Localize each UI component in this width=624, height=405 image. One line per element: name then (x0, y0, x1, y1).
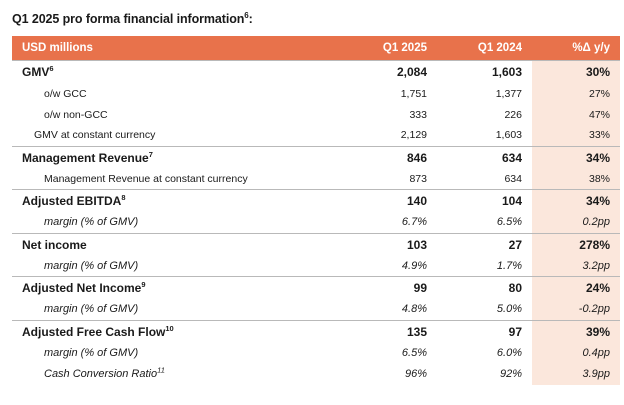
column-header-q1-2024: Q1 2024 (437, 36, 532, 61)
row-label-text: o/w non-GCC (44, 108, 108, 121)
pro-forma-financials-table (12, 36, 620, 385)
row-label (12, 364, 342, 385)
cell-q1-2024: 80 (437, 277, 532, 300)
cell-delta-yoy: 33% (532, 125, 620, 146)
row-label-text: Net income (22, 237, 87, 252)
row-label-text: GMV at constant currency (34, 129, 156, 142)
cell-q1-2025: 140 (342, 190, 437, 213)
cell-delta-yoy: 3.9pp (532, 364, 620, 385)
row-label-text: margin (% of GMV) (44, 303, 139, 316)
row-label-text: GMV (22, 65, 50, 79)
row-label-footnote: 11 (157, 365, 165, 375)
cell-delta-yoy: 278% (532, 233, 620, 256)
cell-q1-2024: 1,377 (495, 87, 522, 100)
cell-delta-yoy: 38% (532, 169, 620, 190)
table-row (12, 256, 620, 277)
cell-q1-2024: 6.0% (496, 347, 522, 359)
column-header-label: USD millions (12, 36, 342, 61)
table-row (12, 320, 620, 343)
table-row (12, 104, 620, 125)
cell-q1-2025: 6.5% (401, 347, 427, 359)
cell-q1-2025: 103 (342, 233, 437, 256)
row-label (12, 320, 342, 343)
page-title-footnote: 6 (244, 10, 249, 20)
cell-q1-2025: 1,751 (400, 87, 427, 100)
cell-q1-2025: 135 (342, 320, 437, 343)
row-label (12, 299, 342, 320)
cell-q1-2024: 6.5% (496, 216, 522, 229)
row-label-text: Management Revenue (22, 150, 149, 165)
table-row (12, 83, 620, 104)
row-label-text: Adjusted EBITDA (22, 194, 122, 208)
cell-delta-yoy: 39% (532, 320, 620, 343)
cell-q1-2024: 1.7% (496, 259, 522, 272)
row-label-text: Adjusted Net Income (22, 281, 142, 295)
table-row (12, 190, 620, 213)
cell-q1-2024: 226 (504, 108, 522, 121)
cell-q1-2025: 2,129 (400, 129, 427, 142)
table-row (12, 146, 620, 169)
cell-q1-2025: 873 (409, 172, 427, 185)
row-label-footnote: 7 (148, 149, 153, 159)
row-label (12, 146, 342, 169)
cell-delta-yoy: 27% (532, 83, 620, 104)
row-label (12, 83, 342, 104)
row-label (12, 277, 342, 300)
cell-q1-2024: 97 (437, 320, 532, 343)
row-label (12, 343, 342, 364)
cell-delta-yoy: 47% (532, 104, 620, 125)
cell-q1-2025: 6.7% (401, 216, 427, 229)
row-label-footnote: 6 (49, 64, 54, 73)
table-row (12, 277, 620, 300)
row-label (12, 104, 342, 125)
row-label-text: o/w GCC (44, 87, 87, 100)
table-row (12, 61, 620, 84)
cell-q1-2024: 5.0% (496, 303, 522, 316)
row-label-footnote: 10 (165, 323, 174, 333)
cell-delta-yoy: 24% (532, 277, 620, 300)
table-row (12, 125, 620, 146)
table-row (12, 212, 620, 233)
cell-q1-2024: 1,603 (495, 129, 522, 142)
cell-delta-yoy: -0.2pp (532, 299, 620, 320)
row-label-text: Management Revenue at constant currency (44, 172, 248, 185)
row-label (12, 233, 342, 256)
column-header-delta-yoy: %Δ y/y (532, 36, 620, 61)
table-row (12, 233, 620, 256)
cell-q1-2025: 96% (404, 368, 427, 380)
cell-delta-yoy: 30% (532, 61, 620, 84)
row-label-text: Adjusted Free Cash Flow (22, 324, 166, 339)
table-row (12, 364, 620, 385)
cell-q1-2025: 846 (342, 146, 437, 169)
cell-q1-2024: 1,603 (437, 61, 532, 84)
table-header (12, 36, 620, 61)
cell-delta-yoy: 34% (532, 190, 620, 213)
cell-q1-2024: 634 (504, 172, 522, 185)
cell-q1-2025: 4.9% (401, 259, 427, 272)
row-label-text: Cash Conversion Ratio (44, 368, 158, 380)
cell-q1-2024: 92% (499, 368, 522, 380)
row-label (12, 169, 342, 190)
page-title (12, 12, 616, 26)
cell-delta-yoy: 34% (532, 146, 620, 169)
table-row (12, 299, 620, 320)
cell-q1-2024: 634 (437, 146, 532, 169)
cell-q1-2024: 27 (437, 233, 532, 256)
table-row (12, 169, 620, 190)
cell-q1-2025: 99 (342, 277, 437, 300)
column-header-q1-2025: Q1 2025 (342, 36, 437, 61)
cell-delta-yoy: 3.2pp (532, 256, 620, 277)
row-label-footnote: 9 (141, 280, 146, 289)
row-label (12, 190, 342, 213)
cell-delta-yoy: 0.4pp (532, 343, 620, 364)
page-title-suffix: : (248, 12, 253, 26)
page-title-text: Q1 2025 pro forma financial information (12, 12, 245, 26)
cell-q1-2025: 2,084 (342, 61, 437, 84)
cell-q1-2025: 333 (409, 108, 427, 121)
row-label-text: margin (% of GMV) (44, 347, 139, 359)
row-label (12, 256, 342, 277)
table-header-row (12, 36, 620, 61)
row-label (12, 212, 342, 233)
row-label-text: margin (% of GMV) (44, 216, 139, 229)
row-label-footnote: 8 (121, 193, 126, 202)
table-body (12, 61, 620, 385)
row-label (12, 125, 342, 146)
table-row (12, 343, 620, 364)
row-label (12, 61, 342, 84)
cell-q1-2025: 4.8% (401, 303, 427, 316)
cell-delta-yoy: 0.2pp (532, 212, 620, 233)
cell-q1-2024: 104 (437, 190, 532, 213)
row-label-text: margin (% of GMV) (44, 259, 139, 272)
